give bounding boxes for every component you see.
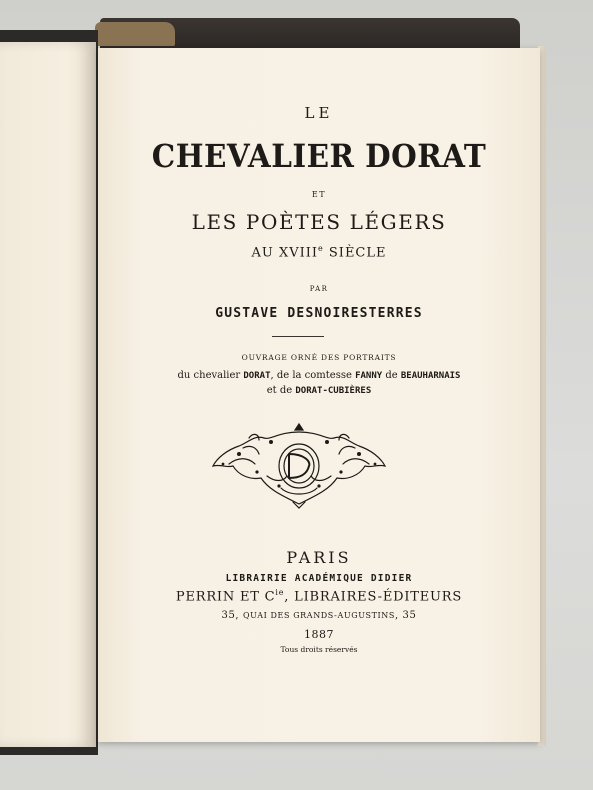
century-suffix: SIÈCLE [323, 245, 387, 261]
publisher-role: , LIBRAIRES-ÉDITEURS [284, 589, 463, 605]
book-subtitle: LES POÈTES LÉGERS [191, 210, 447, 234]
publisher-address [98, 610, 540, 621]
publisher-line-1: LIBRAIRIE ACADÉMIQUE DIDIER [225, 573, 413, 584]
portraits-name-cubieres: DORAT-CUBIÈRES [295, 386, 372, 396]
portraits-line-1 [98, 370, 540, 381]
publisher-sup: ie [275, 588, 285, 597]
portraits-text-2a: et de [266, 385, 296, 396]
portraits-text-c: , de la comtesse [270, 370, 356, 381]
portraits-text-e: de [382, 370, 401, 381]
by-line: PAR [309, 285, 329, 293]
portraits-name-dorat: DORAT [243, 371, 271, 381]
divider-rule [272, 336, 324, 337]
city: PARIS [286, 548, 352, 567]
title-conjunction: ET [311, 190, 327, 199]
portraits-name-fanny: FANNY [355, 371, 383, 381]
torn-spine-leather [95, 22, 175, 46]
century-line [98, 244, 540, 260]
ouvrage-line: OUVRAGE ORNÉ DES PORTRAITS [241, 353, 397, 362]
publication-year: 1887 [304, 628, 334, 641]
portraits-name-beauharnais: BEAUHARNAIS [400, 371, 461, 381]
left-page [0, 42, 96, 747]
portraits-text-a: du chevalier [177, 370, 244, 381]
publisher-name: PERRIN ET C [175, 589, 276, 605]
century-prefix: AU XVIII [251, 245, 319, 261]
portraits-line-2 [98, 385, 540, 396]
address-number-a: 35, [221, 610, 243, 621]
author-name: GUSTAVE DESNOIRESTERRES [215, 306, 423, 321]
rights-notice: Tous droits réservés [280, 645, 358, 654]
address-street: QUAI DES GRANDS-AUGUSTINS [242, 611, 395, 620]
publisher-ornament-icon [209, 418, 389, 512]
book-title: CHEVALIER DORAT [151, 137, 487, 175]
address-number-b: , 35 [395, 610, 417, 621]
publisher-line-2 [98, 588, 540, 604]
century-sup: e [318, 244, 324, 253]
title-article: LE [304, 104, 334, 122]
